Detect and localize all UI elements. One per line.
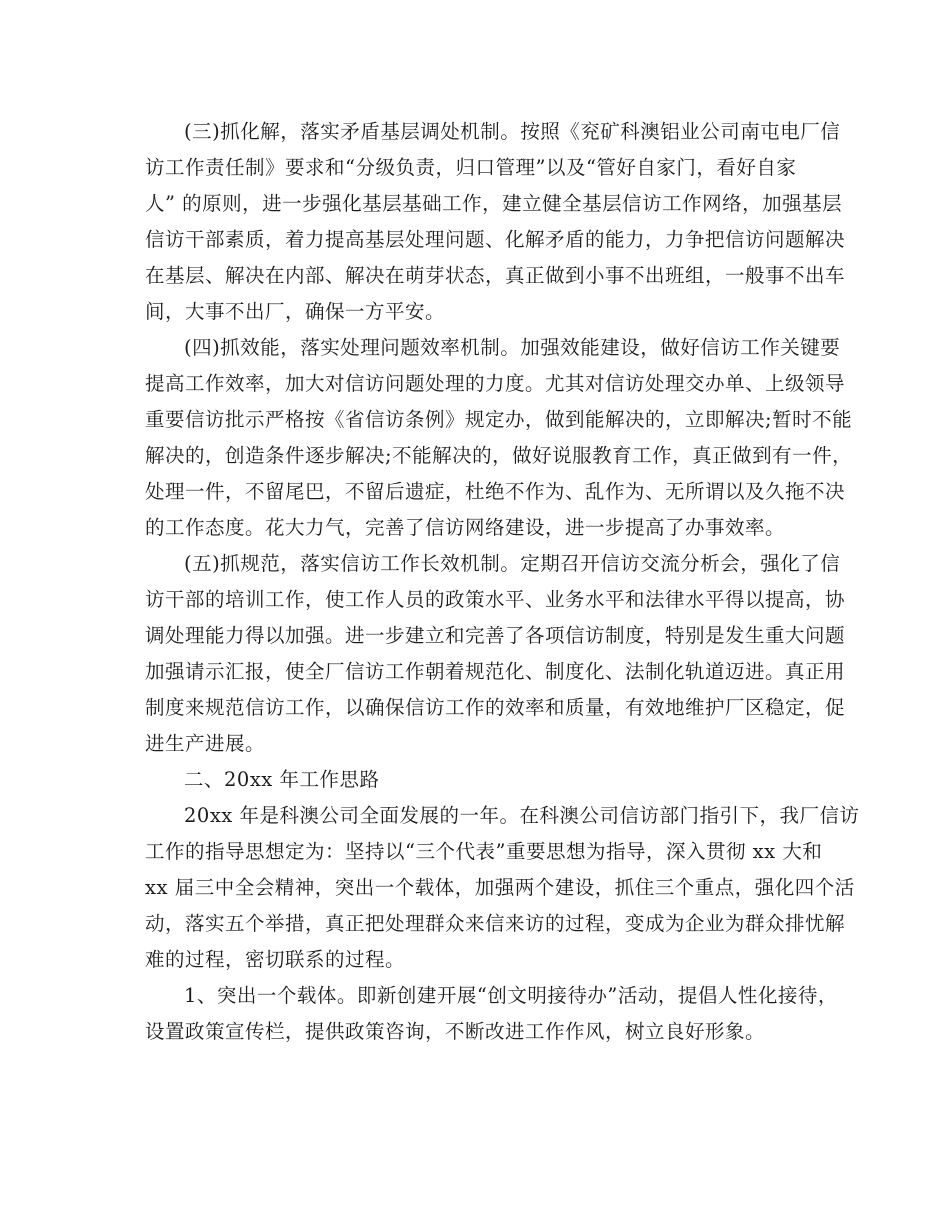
paragraph-4-line-6: 的工作态度。花大力气，完善了信访网络建设，进一步提高了办事效率。: [145, 516, 786, 539]
paragraph-5-line-2: 访干部的培训工作，使工作人员的政策水平、业务水平和法律水平得以提高，协: [145, 588, 846, 611]
paragraph-4-line-1: (四)抓效能，落实处理问题效率机制。加强效能建设，做好信访工作关键要: [184, 336, 841, 359]
paragraph-plan-line-4: 动，落实五个举措，真正把处理群众来信来访的过程，变成为企业为群众排忧解: [145, 912, 846, 935]
paragraph-3-line-3: 人” 的原则，进一步强化基层基础工作，建立健全基层信访工作网络，加强基层: [145, 192, 843, 215]
paragraph-5-line-6: 进生产进展。: [145, 732, 266, 755]
paragraph-plan-line-2: 工作的指导思想定为：坚持以“三个代表”重要思想为指导，深入贯彻 xx 大和: [145, 840, 823, 863]
paragraph-5-line-5: 制度来规范信访工作，以确保信访工作的效率和质量，有效地维护厂区稳定，促: [145, 696, 846, 719]
paragraph-item-1-line-1: 1、突出一个载体。即新创建开展“创文明接待办”活动，提倡人性化接待，: [184, 984, 838, 1007]
paragraph-3-line-2: 访工作责任制》要求和“分级负责，归口管理”以及“管好自家门，看好自家: [145, 156, 797, 179]
paragraph-4-line-4: 解决的，创造条件逐步解决;不能解决的，做好说服教育工作，真正做到有一件，: [145, 444, 853, 467]
paragraph-3-line-6: 间，大事不出厂，确保一方平安。: [145, 300, 446, 323]
paragraph-5-line-1: (五)抓规范，落实信访工作长效机制。定期召开信访交流分析会，强化了信: [184, 552, 841, 575]
paragraph-plan-line-5: 难的过程，密切联系的过程。: [145, 948, 406, 971]
paragraph-item-1-line-2: 设置政策宣传栏，提供政策咨询，不断改进工作作风，树立良好形象。: [145, 1020, 766, 1043]
paragraph-4-line-3: 重要信访批示严格按《省信访条例》规定办，做到能解决的，立即解决;暂时不能: [145, 408, 853, 431]
paragraph-3-line-1: (三)抓化解，落实矛盾基层调处机制。按照《兖矿科澳铝业公司南屯电厂信: [184, 120, 841, 143]
paragraph-5-line-3: 调处理能力得以加强。进一步建立和完善了各项信访制度，特别是发生重大问题: [145, 624, 846, 647]
paragraph-plan-line-1: 20xx 年是科澳公司全面发展的一年。在科澳公司信访部门指引下，我厂信访: [184, 804, 860, 827]
section-heading: 二、20xx 年工作思路: [184, 768, 380, 791]
paragraph-4-line-5: 处理一件，不留尾巴，不留后遗症，杜绝不作为、乱作为、无所谓以及久拖不决: [145, 480, 846, 503]
paragraph-plan-line-3: xx 届三中全会精神，突出一个载体，加强两个建设，抓住三个重点，强化四个活: [145, 876, 855, 899]
paragraph-4-line-2: 提高工作效率，加大对信访问题处理的力度。尤其对信访处理交办单、上级领导: [145, 372, 846, 395]
paragraph-3-line-5: 在基层、解决在内部、解决在萌芽状态，真正做到小事不出班组，一般事不出车: [145, 264, 846, 287]
paragraph-3-line-4: 信访干部素质，着力提高基层处理问题、化解矛盾的能力，力争把信访问题解决: [145, 228, 846, 251]
paragraph-5-line-4: 加强请示汇报，使全厂信访工作朝着规范化、制度化、法制化轨道迈进。真正用: [145, 660, 846, 683]
